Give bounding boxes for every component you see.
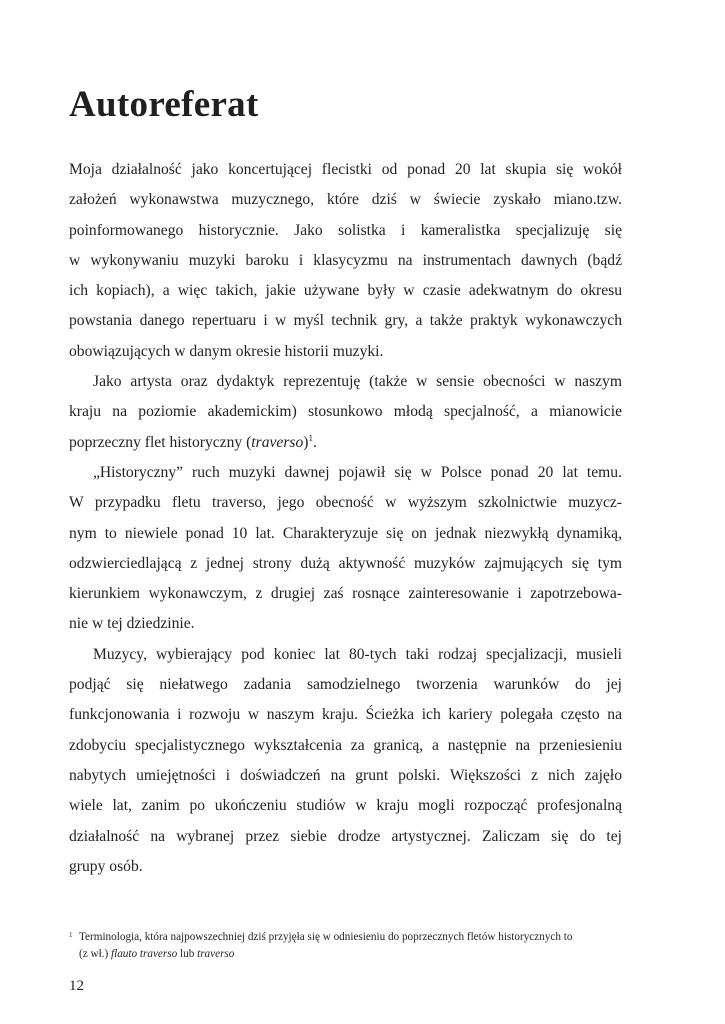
text-fragment: )	[303, 433, 309, 451]
text-line: grupy osób.	[69, 857, 143, 875]
italic-term: flauto traverso	[111, 948, 178, 960]
text-line: nie w tej dziedzinie.	[69, 615, 195, 633]
paragraph-2	[69, 367, 622, 458]
text-line: założeń wykonawstwa muzycznego, które dziś w świecie zyskało miano.tzw.	[69, 191, 622, 209]
text-line: zdobyciu specjalistycznego wykształcenia za granicą, a następnie na przeniesieniu	[69, 736, 622, 754]
text-line: poinformowanego historycznie. Jako solistka i kameralistka specjalizuję się	[69, 221, 622, 239]
text-line: funkcjonowania i rozwoju w naszym kraju. Ścieżka ich kariery polegała często na	[69, 706, 622, 724]
footnote-text: Terminologia, która najpowszechniej dziś przyjęła się w odniesieniu do poprzecznych fletów historycznych to	[79, 931, 573, 943]
text-line: „Historyczny” ruch muzyki dawnej pojawił się w Polsce ponad 20 lat temu.	[93, 463, 622, 481]
paragraph-1	[69, 155, 622, 367]
text-line: w wykonywaniu muzyki baroku i klasycyzmu na instrumentach dawnych (bądź	[69, 251, 622, 269]
text-line: Jako artysta oraz dydaktyk reprezentuję (także w sensie obecności w naszym	[93, 373, 622, 391]
footnote	[69, 929, 625, 963]
text-line: Muzycy, wybierający pod koniec lat 80-tych taki rodzaj specjalizacji, musieli	[93, 645, 622, 663]
body-text	[69, 155, 622, 882]
page-title: Autoreferat	[69, 84, 259, 125]
text-line: Moja działalność jako koncertującej flecistki od ponad 20 lat skupia się wokół	[69, 161, 622, 178]
footnote-line	[69, 946, 625, 963]
text-line: odzwierciedlającą z jednej strony dużą aktywność muzyków zajmujących się tym	[69, 554, 622, 572]
text-line: obowiązujących w danym okresie historii muzyki.	[69, 342, 384, 360]
text-line: W przypadku fletu traverso, jego obecność w wyższym szkolnictwie muzycz-	[69, 494, 622, 512]
text-fragment: .	[312, 433, 317, 451]
paragraph-3	[69, 458, 622, 640]
text-line: kraju na poziomie akademickim) stosunkowo młodą specjalność, a mianowicie	[69, 403, 622, 421]
text-fragment: poprzeczny flet historyczny (	[69, 433, 252, 451]
footnote-text: lub	[177, 948, 198, 960]
italic-term: traverso	[251, 433, 304, 451]
paragraph-4	[69, 640, 622, 882]
italic-term: traverso	[197, 948, 235, 960]
text-line: działalność na wybranej przez siebie drodze artystycznej. Zaliczam się do tej	[69, 827, 622, 845]
footnote-mark: 1	[69, 931, 73, 939]
text-line: nabytych umiejętności i doświadczeń na grunt polski. Większości z nich zajęło	[69, 766, 622, 784]
text-line: ich kopiach), a więc takich, jakie używane były w czasie adekwatnym do okresu	[69, 282, 622, 300]
footnote-text: (z wł.)	[79, 948, 111, 960]
footnote-reference[interactable]: 1	[308, 432, 313, 443]
text-line: podjąć się niełatwego zadania samodzielnego tworzenia warunków do jej	[69, 676, 622, 694]
text-line-with-footnote	[69, 428, 622, 458]
text-line: powstania danego repertuaru i w myśl technik gry, a także praktyk wykonawczych	[69, 312, 622, 330]
text-line: kierunkiem wykonawczym, z drugiej zaś rosnące zainteresowanie i zapotrzebowa-	[69, 585, 622, 603]
text-line: nym to niewiele ponad 10 lat. Charakteryzuje się on jednak niezwykłą dynamiką,	[69, 524, 622, 542]
text-line: wiele lat, zanim po ukończeniu studiów w kraju mogli rozpocząć profesjonalną	[69, 797, 622, 815]
page-number: 12	[69, 978, 84, 994]
footnote-line	[69, 929, 625, 946]
